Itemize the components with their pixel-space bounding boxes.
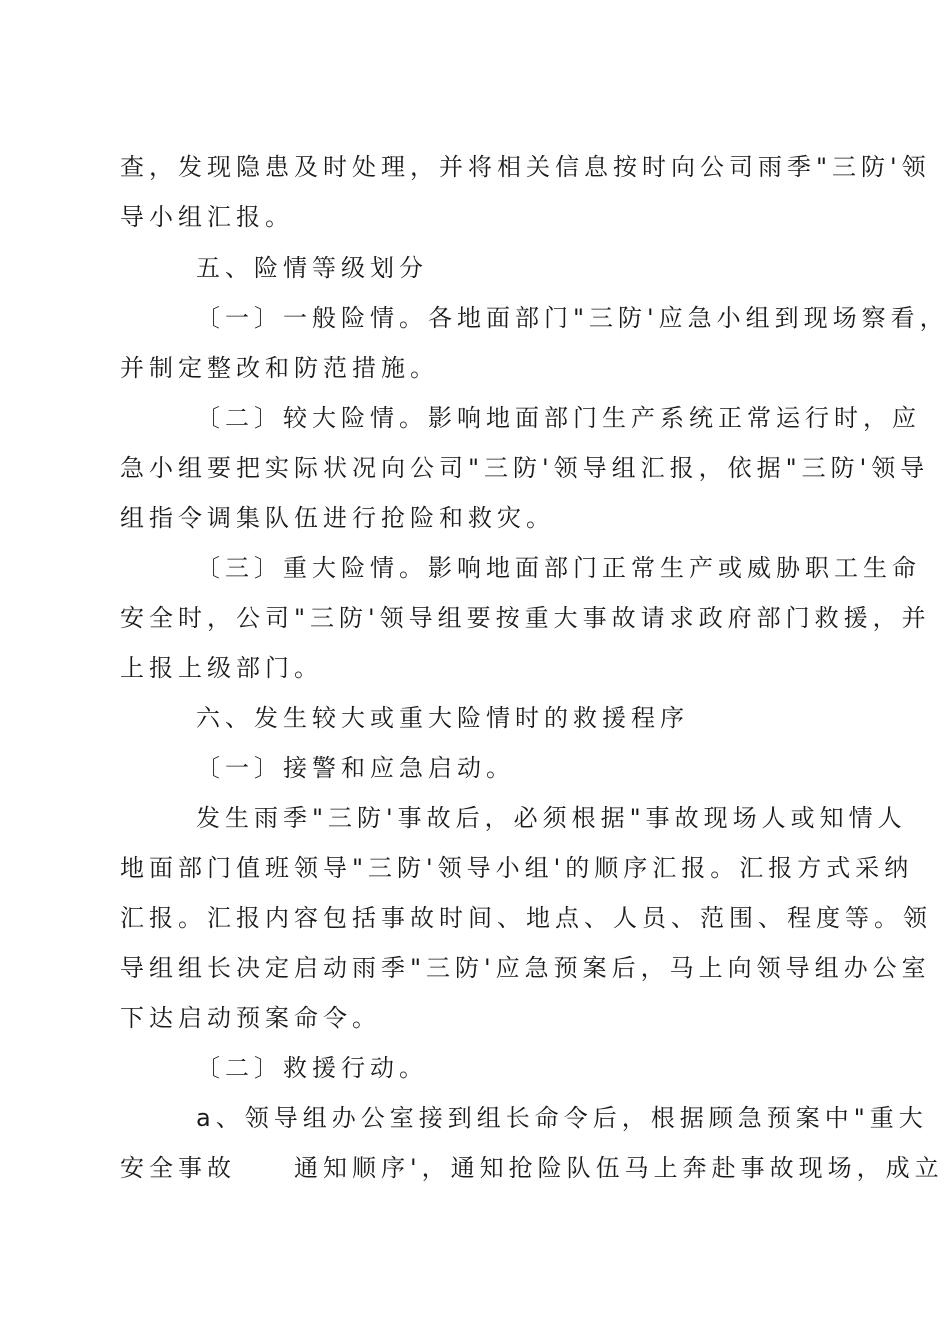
text-line: 下达启动预案命令。 — [120, 1004, 381, 1032]
text-line: 并制定整改和防范措施。 — [120, 354, 439, 382]
text-line: 上报上级部门。 — [120, 654, 323, 682]
text-line: a、领导组办公室接到组长命令后，根据顾急预案中"重大 — [196, 1104, 928, 1132]
text-line: 安全事故 通知顺序'，通知抢险队伍马上奔赴事故现场，成立 — [120, 1154, 944, 1182]
text-line: 导组组长决定启动雨季"三防'应急预案后，马上向领导组办公室 — [120, 954, 931, 982]
section-heading: 五、险情等级划分 — [196, 254, 428, 282]
text-line: 急小组要把实际状况向公司"三防'领导组汇报，依据"三防'领导 — [120, 454, 930, 482]
text-line: 〔二〕较大险情。影响地面部门生产系统正常运行时，应 — [196, 404, 921, 432]
text-line: 地面部门值班领导"三防'领导小组'的顺序汇报。汇报方式采纳 — [120, 854, 914, 882]
text-line: 〔二〕救援行动。 — [196, 1054, 428, 1082]
text-line: 导小组汇报。 — [120, 203, 294, 231]
text-line: 〔一〕一般险情。各地面部门"三防'应急小组到现场察看， — [196, 304, 949, 332]
text-line: 〔三〕重大险情。影响地面部门正常生产或威胁职工生命 — [196, 554, 921, 582]
text-line: 组指令调集队伍进行抢险和救灾。 — [120, 504, 555, 532]
text-line: 汇报。汇报内容包括事故时间、地点、人员、范围、程度等。领 — [120, 904, 932, 932]
text-line: 〔一〕接警和应急启动。 — [196, 754, 515, 782]
text-line: 安全时，公司"三防'领导组要按重大事故请求政府部门救援，并 — [120, 604, 931, 632]
text-line: 发生雨季"三防'事故后，必须根据"事故现场人或知情人 — [196, 804, 907, 832]
section-heading: 六、发生较大或重大险情时的救援程序 — [196, 704, 689, 732]
text-line: 查，发现隐患及时处理，并将相关信息按时向公司雨季"三防'领 — [120, 153, 931, 181]
